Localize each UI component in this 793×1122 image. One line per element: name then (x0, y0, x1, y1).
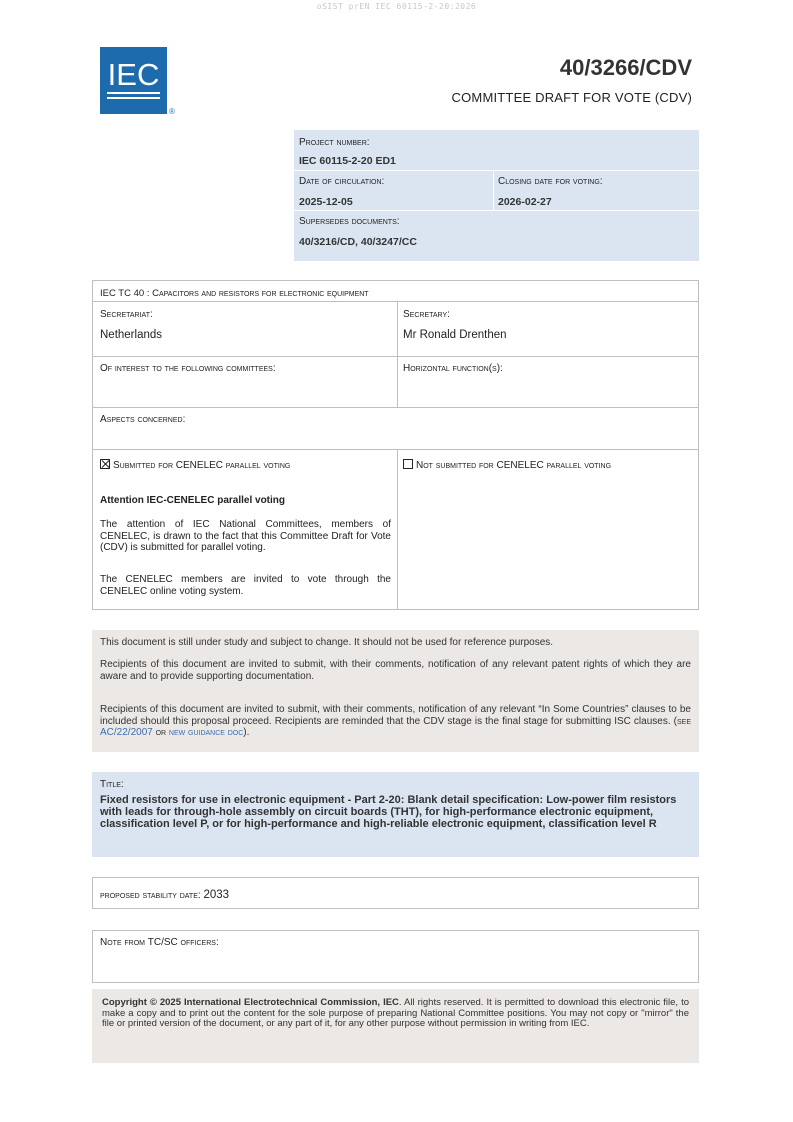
iec-logo (100, 47, 167, 114)
project-info-block (294, 130, 699, 261)
notice-block (92, 630, 699, 752)
logo-text: IEC (107, 57, 160, 92)
document-type: COMMITTEE DRAFT FOR VOTE (CDV) (451, 90, 692, 105)
submitted-cenelec-option[interactable]: Submitted for CENELEC parallel voting (100, 459, 290, 471)
committee-table (92, 280, 699, 610)
secretariat-value: Netherlands (100, 329, 163, 341)
notice-paragraph-3: Recipients of this document are invited to submit, with their comments, notification of any relevant “In Some Countries” clauses to be included should this proposal proceed. Recipients are reminded that the CDV stage is the final stage for submitting ISC clauses. (see AC/22/2007 or new guidance doc). (100, 704, 691, 738)
copyright-block (92, 989, 699, 1063)
copyright-text: Copyright © 2025 International Electrotechnical Commission, IEC. All rights reserved. It is permitted to download this electronic file, to make a copy and to print out the content for the sole purpose of preparing National Committee positions. You may not copy or "mirror" the file or printed version of the document, or any part of it, for any other purpose without permission in writing from IEC. (102, 997, 689, 1029)
supersedes-documents: 40/3216/CD, 40/3247/CC (299, 236, 417, 248)
attention-paragraph-2: The CENELEC members are invited to vote through the CENELEC online voting system. (100, 574, 391, 597)
secretary-value: Mr Ronald Drenthen (403, 329, 507, 341)
secretariat-label: Secretariat: (100, 309, 153, 320)
notice-paragraph-2: Recipients of this document are invited to submit, with their comments, notification of any relevant patent rights of which they are aware and to provide supporting documentation. (100, 659, 691, 682)
watermark: oSIST prEN IEC 60115-2-20:2026 (316, 2, 477, 11)
interest-committees-label: Of interest to the following committees: (100, 363, 276, 374)
checked-box-icon[interactable] (100, 459, 110, 469)
unchecked-box-icon[interactable] (403, 459, 413, 469)
note-label: Note from TC/SC officers: (100, 937, 219, 948)
closing-date: 2026-02-27 (498, 196, 552, 208)
document-title: Fixed resistors for use in electronic equipment - Part 2-20: Blank detail specification: Low-power film resistors with leads for through-hole assembly on circuit boards (THT), for high-performance electronic equipment, classification level P, or for high-performance and high-reliable electronic equipment, classification level R (100, 794, 677, 830)
ac-22-2007-link[interactable]: AC/22/2007 (100, 727, 153, 738)
horizontal-functions-label: Horizontal function(s): (403, 363, 503, 374)
attention-paragraph-1: The attention of IEC National Committees, members of CENELEC, is drawn to the fact that this Committee Draft for Vote (CDV) is submitted for parallel voting. (100, 519, 391, 553)
new-guidance-doc-link[interactable]: new guidance doc (168, 727, 244, 738)
document-number: 40/3266/CDV (559, 55, 692, 80)
circulation-date-label: Date of circulation: (299, 176, 385, 187)
closing-date-label: Closing date for voting: (498, 176, 603, 187)
registered-mark: ® (169, 107, 175, 116)
attention-heading: Attention IEC-CENELEC parallel voting (100, 495, 286, 506)
tc-heading: IEC TC 40 : Capacitors and resistors for electronic equipment (100, 288, 369, 299)
stability-date: proposed stability date: 2033 (100, 889, 230, 901)
secretary-label: Secretary: (403, 309, 450, 320)
title-label: Title: (100, 779, 124, 790)
not-submitted-cenelec-option[interactable]: Not submitted for CENELEC parallel voting (403, 459, 611, 471)
note-box (92, 930, 699, 983)
supersedes-label: Supersedes documents: (299, 216, 400, 227)
title-block (92, 772, 699, 857)
stability-date-box (92, 877, 699, 909)
aspects-concerned-label: Aspects concerned: (100, 414, 186, 425)
project-number: IEC 60115-2-20 ED1 (299, 155, 396, 167)
notice-paragraph-1: This document is still under study and subject to change. It should not be used for reference purposes. (100, 637, 554, 648)
circulation-date: 2025-12-05 (299, 196, 353, 208)
project-number-label: Project number: (299, 137, 370, 148)
